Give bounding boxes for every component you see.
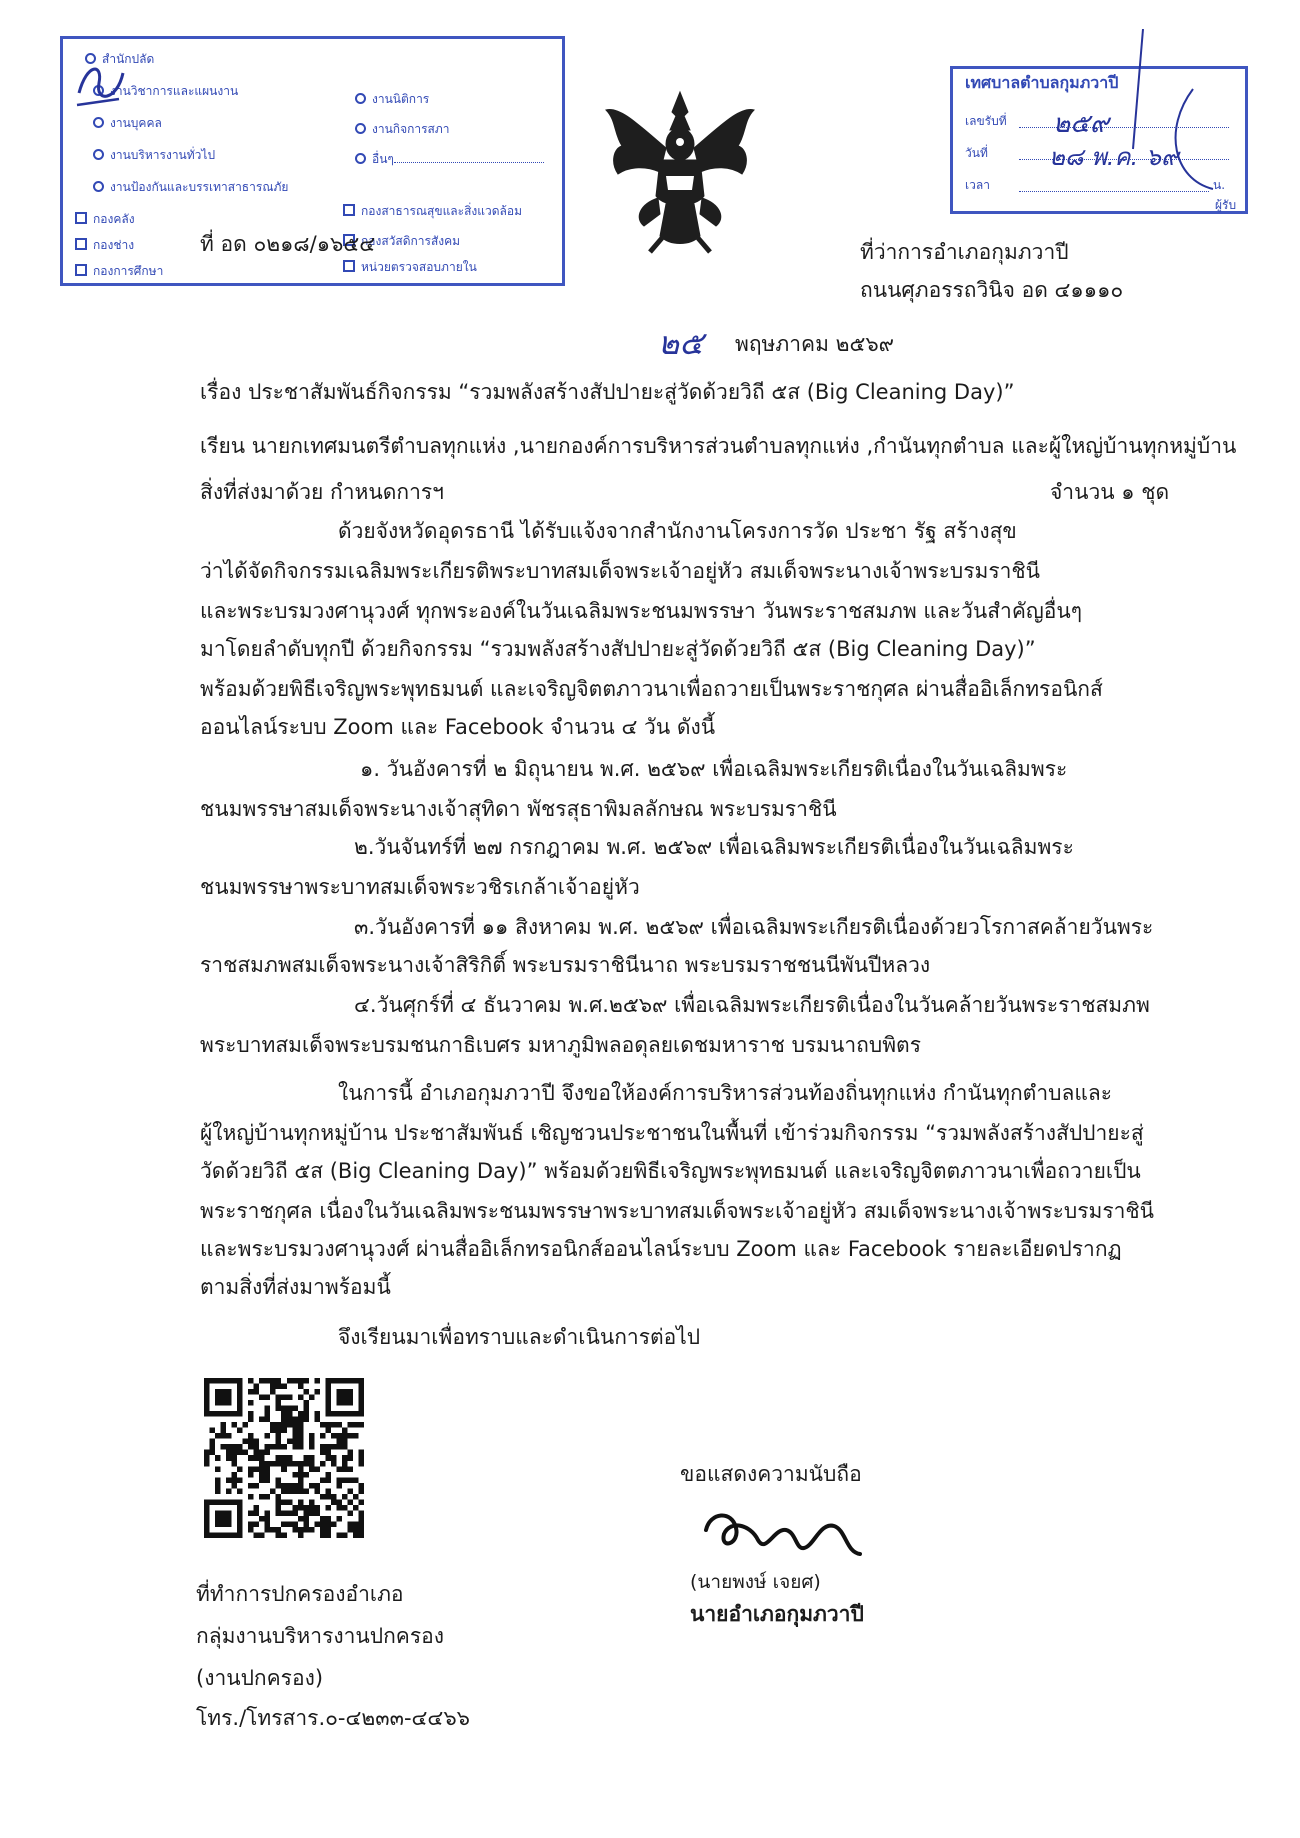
stamp-office: สำนักปลัด xyxy=(85,51,154,67)
body-line: จึงเรียนมาเพื่อทราบและดำเนินการต่อไป xyxy=(338,1325,701,1349)
stamp-division: กองสาธารณสุขและสิ่งแวดล้อม xyxy=(343,203,522,219)
stamp-col1-item: งานวิชาการและแผนงาน xyxy=(93,83,238,99)
stamp-circle-icon xyxy=(355,153,366,164)
enclosure-line: สิ่งที่ส่งมาด้วย กำหนดการฯ xyxy=(200,480,444,504)
body-line: พระราชกุศล เนื่องในวันเฉลิมพระชนมพรรษาพระบาทสมเด็จพระเจ้าอยู่หัว สมเด็จพระนางเจ้าพระบรมราชินี xyxy=(200,1199,1154,1223)
signature-icon xyxy=(700,1500,870,1570)
received-time-label: เวลา xyxy=(965,178,990,192)
stamp-division: กองสวัสดิการสังคม xyxy=(343,233,460,249)
addressee-line: เรียน นายกเทศมนตรีตำบลทุกแห่ง ,นายกองค์การบริหารส่วนตำบลทุกแห่ง ,กำนันทุกตำบล และผู้ใหญ่บ้านทุกหมู่บ้าน xyxy=(200,434,1237,458)
body-line: ชนมพรรษาสมเด็จพระนางเจ้าสุทิดา พัชรสุธาพิมลลักษณ พระบรมราชินี xyxy=(200,797,837,821)
stamp-circle-icon xyxy=(93,181,104,192)
contact-office: ที่ทำการปกครองอำเภอ xyxy=(196,1582,404,1606)
received-no-label: เลขรับที่ xyxy=(965,114,1007,128)
document-number: ที่ อด ๐๒๑๘/๑๖๕๔ xyxy=(200,232,376,256)
stamp-dotted-line xyxy=(394,153,544,163)
stamp-col2-item: อื่นๆ xyxy=(355,151,544,167)
received-stamp xyxy=(950,66,1248,214)
stamp-col1-item: งานป้องกันและบรรเทาสาธารณภัย xyxy=(93,179,288,195)
contact-phone: โทร./โทรสาร.๐-๔๒๓๓-๔๔๖๖ xyxy=(196,1706,470,1730)
handwritten-initials-icon xyxy=(69,53,129,113)
stamp-checkbox-icon xyxy=(343,260,355,272)
stamp-division: หน่วยตรวจสอบภายใน xyxy=(343,259,477,275)
office-address-line2: ถนนศุภอรรถวินิจ อด ๔๑๑๑๐ xyxy=(860,278,1124,302)
body-line: ๔.วันศุกร์ที่ ๔ ธันวาคม พ.ศ.๒๕๖๙ เพื่อเฉลิมพระเกียรติเนื่องในวันคล้ายวันพระราชสมภพ xyxy=(354,993,1150,1017)
contact-unit: (งานปกครอง) xyxy=(196,1666,324,1690)
stamp-division: กองช่าง xyxy=(75,237,134,253)
stamp-division: กองคลัง xyxy=(75,211,135,227)
signer-name: (นายพงษ์ เจยศ) xyxy=(690,1571,821,1593)
body-line: ผู้ใหญ่บ้านทุกหมู่บ้าน ประชาสัมพันธ์ เชิญชวนประชาชนในพื้นที่ เข้าร่วมกิจกรรม “รวมพลังสร้างสัปปายะสู่ xyxy=(200,1121,1144,1145)
garuda-emblem-icon xyxy=(600,86,760,256)
body-line: และพระบรมวงศานุวงศ์ ทุกพระองค์ในวันเฉลิมพระชนมพรรษา วันพระราชสมภพ และวันสำคัญอื่นๆ xyxy=(200,599,1083,623)
signer-position: นายอำเภอกุมภวาปี xyxy=(690,1602,864,1626)
received-number-handwritten: ๒๕๙ xyxy=(1053,109,1109,139)
body-line: ๒.วันจันทร์ที่ ๒๗ กรกฎาคม พ.ศ. ๒๕๖๙ เพื่อเฉลิมพระเกียรติเนื่องในวันเฉลิมพระ xyxy=(354,835,1074,859)
stamp-col2-item: งานกิจการสภา xyxy=(355,121,450,137)
stamp-circle-icon xyxy=(355,123,366,134)
stamp-checkbox-icon xyxy=(75,212,87,224)
closing-line: ขอแสดงความนับถือ xyxy=(680,1462,862,1486)
body-line: ราชสมภพสมเด็จพระนางเจ้าสิริกิติ์ พระบรมราชินีนาถ พระบรมราชชนนีพันปีหลวง xyxy=(200,953,931,977)
body-line: ชนมพรรษาพระบาทสมเด็จพระวชิรเกล้าเจ้าอยู่หัว xyxy=(200,875,640,899)
stamp-circle-icon xyxy=(93,117,104,128)
received-receiver-label: ผู้รับ xyxy=(1215,198,1237,212)
body-line: ออนไลน์ระบบ Zoom และ Facebook จำนวน ๔ วัน ดังนี้ xyxy=(200,715,716,739)
received-date-handwritten: ๒๘ พ.ค. ๖๙ xyxy=(1049,143,1179,171)
received-time-suffix: น. xyxy=(1213,178,1226,192)
stamp-col1-item: งานบุคคล xyxy=(93,115,162,131)
body-line: ๓.วันอังคารที่ ๑๑ สิงหาคม พ.ศ. ๒๕๖๙ เพื่อเฉลิมพระเกียรติเนื่องด้วยวโรกาสคล้ายวันพระ xyxy=(354,915,1154,939)
body-line: ในการนี้ อำเภอกุมภวาปี จึงขอให้องค์การบริหารส่วนท้องถิ่นทุกแห่ง กำนันทุกตำบลและ xyxy=(338,1081,1112,1105)
contact-group: กลุ่มงานบริหารงานปกครอง xyxy=(196,1624,444,1648)
body-line: ว่าได้จัดกิจกรรมเฉลิมพระเกียรติพระบาทสมเด็จพระเจ้าอยู่หัว สมเด็จพระนางเจ้าพระบรมราชินี xyxy=(200,559,1041,583)
body-line: พร้อมด้วยพิธีเจริญพระพุทธมนต์ และเจริญจิตตภาวนาเพื่อถวายเป็นพระราชกุศล ผ่านสื่ออิเล็กทรอนิกส์ xyxy=(200,677,1103,701)
subject-line: เรื่อง ประชาสัมพันธ์กิจกรรม “รวมพลังสร้างสัปปายะสู่วัดด้วยวิถี ๕ส (Big Cleaning Day)” xyxy=(200,380,1015,404)
received-stamp-title: เทศบาลตำบลกุมภวาปี xyxy=(965,73,1119,92)
received-date-label: วันที่ xyxy=(965,146,988,160)
body-line: วัดด้วยวิถี ๕ส (Big Cleaning Day)” พร้อมด้วยพิธีเจริญพระพุทธมนต์ และเจริญจิตตภาวนาเพื่อถวายเป็น xyxy=(200,1159,1141,1183)
stamp-circle-icon xyxy=(355,93,366,104)
body-line: และพระบรมวงศานุวงศ์ ผ่านสื่ออิเล็กทรอนิกส์ออนไลน์ระบบ Zoom และ Facebook รายละเอียดปรากฏ xyxy=(200,1237,1122,1261)
office-address-line1: ที่ว่าการอำเภอกุมภวาปี xyxy=(860,240,1069,264)
stamp-col2-item: งานนิติการ xyxy=(355,91,429,107)
handwritten-mark-icon xyxy=(1103,29,1243,209)
body-line: ด้วยจังหวัดอุดรธานี ได้รับแจ้งจากสำนักงานโครงการวัด ประชา รัฐ สร้างสุข xyxy=(338,519,1017,543)
enclosure-quantity: จำนวน ๑ ชุด xyxy=(1050,480,1170,504)
body-line: พระบาทสมเด็จพระบรมชนกาธิเบศร มหาภูมิพลอดุลยเดชมหาราช บรมนาถบพิตร xyxy=(200,1033,921,1057)
date-day-handwritten: ๒๕ xyxy=(658,324,704,362)
stamp-division: กองการศึกษา xyxy=(75,263,163,279)
stamp-checkbox-icon xyxy=(75,264,87,276)
body-line: ตามสิ่งที่ส่งมาพร้อมนี้ xyxy=(200,1275,391,1299)
body-line: ๑. วันอังคารที่ ๒ มิถุนายน พ.ศ. ๒๕๖๙ เพื่อเฉลิมพระเกียรติเนื่องในวันเฉลิมพระ xyxy=(360,757,1068,781)
stamp-circle-icon xyxy=(93,149,104,160)
stamp-checkbox-icon xyxy=(75,238,87,250)
document-date: พฤษภาคม ๒๕๖๙ xyxy=(735,332,895,356)
stamp-checkbox-icon xyxy=(343,204,355,216)
body-line: มาโดยลำดับทุกปี ด้วยกิจกรรม “รวมพลังสร้างสัปปายะสู่วัดด้วยวิถี ๕ส (Big Cleaning Day)” xyxy=(200,637,1036,661)
stamp-col1-item: งานบริหารงานทั่วไป xyxy=(93,147,215,163)
qr-code xyxy=(204,1378,364,1538)
